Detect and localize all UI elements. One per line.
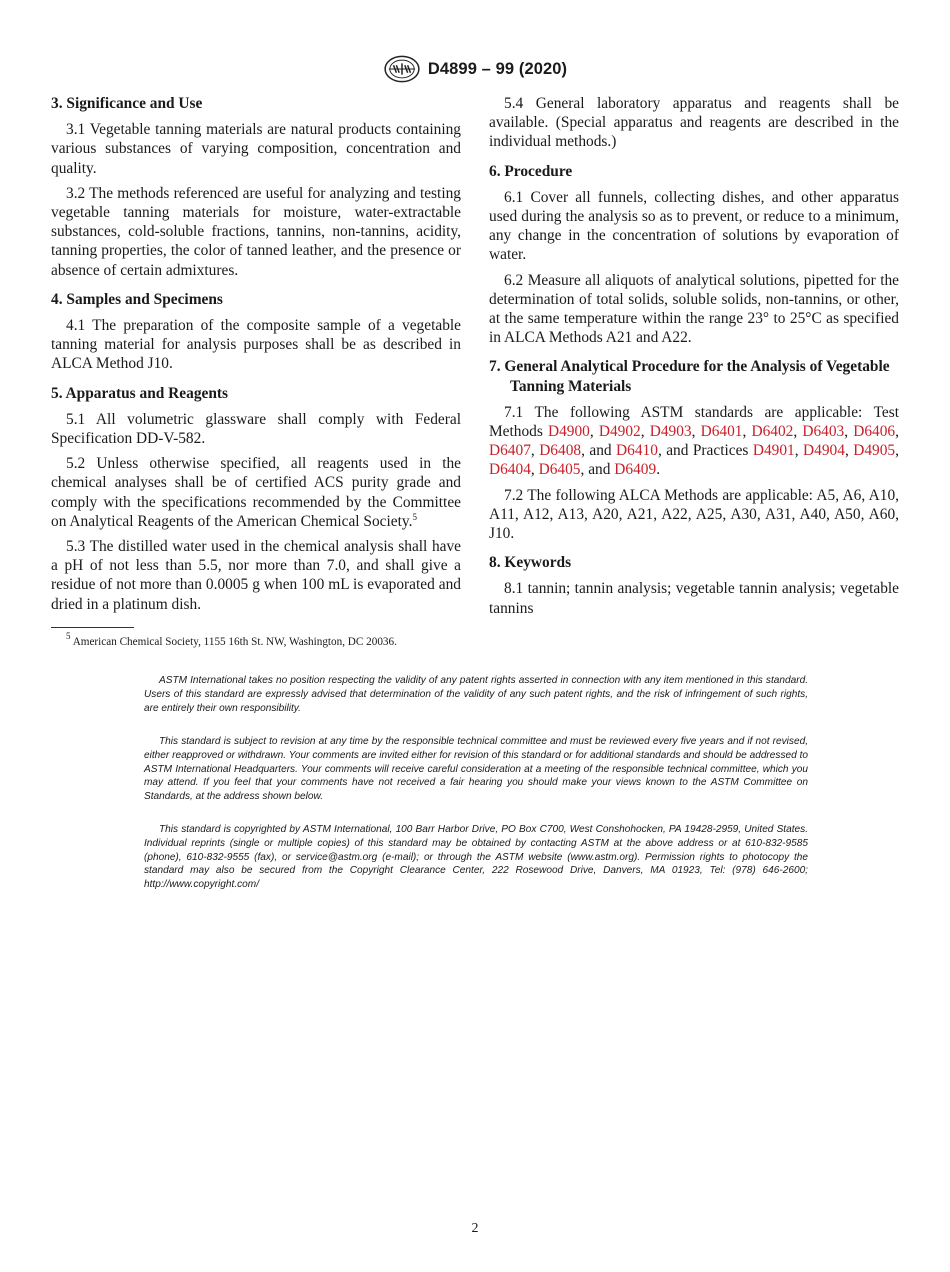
paragraph-5-2 [51, 454, 461, 531]
standard-link-d6410[interactable]: D6410 [616, 442, 658, 460]
section-6-heading: 6. Procedure [489, 162, 573, 180]
standard-link-d4905[interactable]: D4905 [853, 442, 896, 460]
section-4-heading: 4. Samples and Specimens [51, 290, 223, 308]
document-designation: D4899 – 99 (2020) [427, 59, 568, 78]
standard-link-d6405[interactable]: D6405 [538, 461, 581, 479]
footnote [51, 631, 461, 649]
standard-link-d6409[interactable]: D6409 [614, 461, 657, 479]
paragraph-6-1: 6.1 Cover all funnels, collecting dishes, and other apparatus used during the analysis so as to prevent, or reduce to a minimum, any change in the concentration of solutions by evaporation of water. [489, 188, 899, 264]
section-3-heading: 3. Significance and Use [51, 95, 203, 112]
paragraph-5-2-text: 5.2 Unless otherwise specified, all reagents used in the chemical analyses shall be of certified ACS purity grade and comply with the specifications recommended by the Committee on Analytical Reagents of the American Chemical Society. [51, 455, 461, 530]
astm-logo-icon [383, 54, 421, 84]
left-column [51, 94, 461, 620]
paragraph-5-3: 5.3 The distilled water used in the chemical analysis shall have a pH of not less than 5.5, nor more than 7.0, and shall give a residue of not more than 0.0005 g when 100 mL is evaporated and dried in a platinum dish. [51, 538, 461, 613]
footnote-divider [51, 627, 134, 628]
copyright-notice: This standard is copyrighted by ASTM International, 100 Barr Harbor Drive, PO Box C700, West Conshohocken, PA 19428-2959, United States. Individual reprints (single or multiple copies) of this standard may be obtained by contacting ASTM at the above address or at 610-832-9585 (phone), 610-832-9555 (fax), or service@astm.org (e-mail); or through the ASTM website (www.astm.org). Permission rights to photocopy the standard may also be secured from the Copyright Clearance Center, 222 Rosewood Drive, Danvers, MA 01923, Tel: (978) 646-2600; http://www.copyright.com/ [144, 824, 808, 891]
paragraph-7-1: 7.1 The following ASTM standards are applicable: Test Methods D4900, D4902, D4903, D6401, D6402, D6403, D6406, D6407, D6408, and D6410, and Practices D4901, D4904, D4905, D6404, D6405, and D6409. [489, 403, 899, 479]
right-column [489, 94, 899, 624]
standard-link-d6406[interactable]: D6406 [853, 423, 896, 441]
page-header [0, 52, 950, 86]
paragraph-7-2: 7.2 The following ALCA Methods are applicable: A5, A6, A10, A11, A12, A13, A20, A21, A22, A25, A30, A31, A40, A50, A60, J10. [489, 486, 899, 543]
section-8-heading: 8. Keywords [489, 554, 572, 572]
paragraph-5-4: 5.4 General laboratory apparatus and reagents shall be available. (Special apparatus and reagents are described in the individual methods.) [489, 95, 899, 151]
page-number: 2 [471, 1221, 479, 1236]
patent-notice: ASTM International takes no position respecting the validity of any patent rights asserted in connection with any item mentioned in this standard. Users of this standard are expressly advised that determination of the validity of any such patent rights, and the risk of infringement of such rights, are entirely their own responsibility. [144, 675, 808, 714]
standard-link-d4901[interactable]: D4901 [752, 442, 795, 460]
standard-link-d4900[interactable]: D4900 [547, 423, 590, 441]
standard-link-d4903[interactable]: D4903 [649, 423, 692, 441]
section-7-number: 7. [489, 358, 501, 376]
footnote-number: 5 [66, 631, 71, 641]
standard-link-d6402[interactable]: D6402 [751, 423, 794, 441]
standard-link-d6403[interactable]: D6403 [802, 423, 845, 441]
standard-link-d6408[interactable]: D6408 [539, 442, 582, 460]
standard-link-d6407[interactable]: D6407 [489, 442, 531, 460]
section-7-title: General Analytical Procedure for the Analysis of Vegetable Tanning Materials [504, 358, 890, 395]
standard-link-d6404[interactable]: D6404 [489, 461, 531, 479]
paragraph-5-1: 5.1 All volumetric glassware shall comply with Federal Specification DD-V-582. [51, 410, 461, 448]
footnote-text: American Chemical Society, 1155 16th St. NW, Washington, DC 20036. [72, 636, 397, 648]
section-5-heading: 5. Apparatus and Reagents [51, 384, 229, 402]
paragraph-6-2: 6.2 Measure all aliquots of analytical solutions, pipetted for the determination of total solids, soluble solids, non-tannins, or other, at the same temperature within the range 23° to 25°C as specified in ALCA Methods A21 and A22. [489, 271, 899, 347]
footnote-marker[interactable]: 5 [412, 511, 417, 522]
paragraph-3-1: 3.1 Vegetable tanning materials are natural products containing various substances of varying composition, concentration and quality. [51, 121, 461, 177]
paragraph-8-1: 8.1 tannin; tannin analysis; vegetable tannin analysis; vegetable tannins [489, 580, 899, 617]
standard-link-d4902[interactable]: D4902 [598, 423, 641, 441]
paragraph-4-1: 4.1 The preparation of the composite sample of a vegetable tanning material for analysis purposes shall be as described in ALCA Method J10. [51, 317, 461, 373]
revision-notice: This standard is subject to revision at any time by the responsible technical committee and must be reviewed every five years and if not revised, either reapproved or withdrawn. Your comments are invited either for revision of this standard or for additional standards and should be addressed to ASTM International Headquarters. Your comments will receive careful consideration at a meeting of the responsible technical committee, which you may attend. If you feel that your comments have not received a fair hearing you should make your views known to the ASTM Committee on Standards, at the address shown below. [144, 736, 808, 803]
section-7-heading [489, 357, 899, 395]
standard-link-d6401[interactable]: D6401 [700, 423, 743, 441]
standard-link-d4904[interactable]: D4904 [803, 442, 845, 460]
paragraph-3-2: 3.2 The methods referenced are useful for analyzing and testing vegetable tanning materials for moisture, water-extractable substances, cold-soluble fractions, tannins, non-tannins, acidity, tanning properties, the color of tanned leather, and the presence or absence of certain admixtures. [51, 184, 461, 279]
